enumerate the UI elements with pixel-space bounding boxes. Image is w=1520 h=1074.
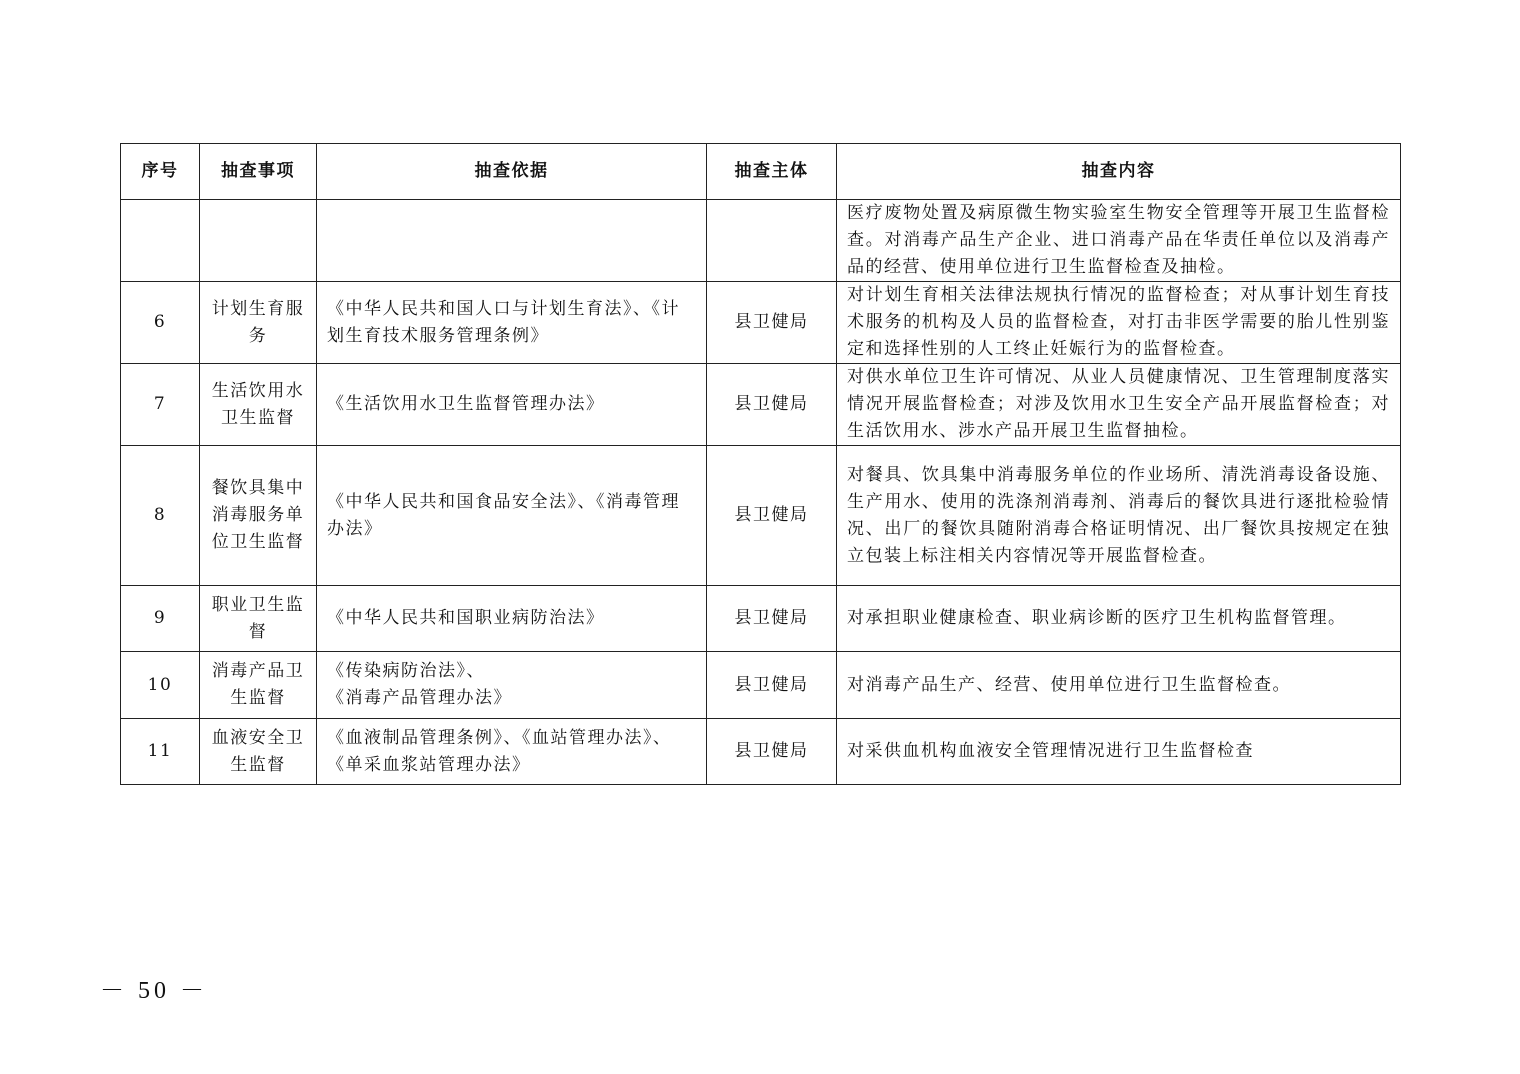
table-row	[121, 719, 1401, 785]
table-row	[121, 364, 1401, 446]
cell-inspection-content: 对承担职业健康检查、职业病诊断的医疗卫生机构监督管理。	[837, 586, 1401, 652]
table-row	[121, 586, 1401, 652]
cell-inspection-subject: 县卫健局	[707, 282, 837, 364]
cell-inspection-content: 医疗废物处置及病原微生物实验室生物安全管理等开展卫生监督检查。对消毒产品生产企业、进口消毒产品在华责任单位以及消毒产品的经营、使用单位进行卫生监督检查及抽检。	[837, 200, 1401, 282]
cell-inspection-item: 职业卫生监督	[200, 586, 317, 652]
table-row	[121, 652, 1401, 719]
cell-inspection-subject: 县卫健局	[707, 364, 837, 446]
cell-inspection-basis: 《血液制品管理条例》、《血站管理办法》、《单采血浆站管理办法》	[317, 719, 707, 785]
cell-inspection-subject: 县卫健局	[707, 586, 837, 652]
cell-inspection-basis: 《中华人民共和国职业病防治法》	[317, 586, 707, 652]
cell-serial-number: 11	[121, 719, 200, 785]
cell-serial-number: 7	[121, 364, 200, 446]
cell-serial-number: 8	[121, 446, 200, 586]
cell-inspection-basis	[317, 200, 707, 282]
cell-inspection-item	[200, 200, 317, 282]
cell-inspection-basis: 《中华人民共和国食品安全法》、《消毒管理办法》	[317, 446, 707, 586]
table-row	[121, 282, 1401, 364]
header-inspection-item: 抽查事项	[200, 144, 317, 200]
cell-inspection-content: 对计划生育相关法律法规执行情况的监督检查；对从事计划生育技术服务的机构及人员的监督检查，对打击非医学需要的胎儿性别鉴定和选择性别的人工终止妊娠行为的监督检查。	[837, 282, 1401, 364]
table-header-row	[121, 144, 1401, 200]
cell-inspection-basis: 《生活饮用水卫生监督管理办法》	[317, 364, 707, 446]
page-number: － 50 －	[100, 978, 208, 1004]
cell-inspection-item: 消毒产品卫生监督	[200, 652, 317, 719]
cell-inspection-content: 对消毒产品生产、经营、使用单位进行卫生监督检查。	[837, 652, 1401, 719]
cell-inspection-content: 对餐具、饮具集中消毒服务单位的作业场所、清洗消毒设备设施、生产用水、使用的洗涤剂消毒剂、消毒后的餐饮具进行逐批检验情况、出厂的餐饮具随附消毒合格证明情况、出厂餐饮具按规定在独立包装上标注相关内容情况等开展监督检查。	[837, 446, 1401, 586]
header-inspection-basis: 抽查依据	[317, 144, 707, 200]
cell-serial-number: 6	[121, 282, 200, 364]
cell-inspection-item: 计划生育服务	[200, 282, 317, 364]
cell-inspection-subject	[707, 200, 837, 282]
cell-inspection-content: 对供水单位卫生许可情况、从业人员健康情况、卫生管理制度落实情况开展监督检查；对涉及饮用水卫生安全产品开展监督检查；对生活饮用水、涉水产品开展卫生监督抽检。	[837, 364, 1401, 446]
cell-inspection-basis: 《传染病防治法》、 《消毒产品管理办法》	[317, 652, 707, 719]
cell-serial-number: 9	[121, 586, 200, 652]
table-row	[121, 446, 1401, 586]
cell-inspection-item: 生活饮用水卫生监督	[200, 364, 317, 446]
cell-inspection-item: 餐饮具集中消毒服务单位卫生监督	[200, 446, 317, 586]
cell-inspection-item: 血液安全卫生监督	[200, 719, 317, 785]
cell-serial-number	[121, 200, 200, 282]
header-inspection-content: 抽查内容	[837, 144, 1401, 200]
cell-inspection-subject: 县卫健局	[707, 446, 837, 586]
cell-inspection-basis: 《中华人民共和国人口与计划生育法》、《计划生育技术服务管理条例》	[317, 282, 707, 364]
cell-serial-number: 10	[121, 652, 200, 719]
inspection-table	[120, 143, 1401, 785]
table-row	[121, 200, 1401, 282]
cell-inspection-subject: 县卫健局	[707, 719, 837, 785]
header-serial-number: 序号	[121, 144, 200, 200]
header-inspection-subject: 抽查主体	[707, 144, 837, 200]
cell-inspection-content: 对采供血机构血液安全管理情况进行卫生监督检查	[837, 719, 1401, 785]
cell-inspection-subject: 县卫健局	[707, 652, 837, 719]
